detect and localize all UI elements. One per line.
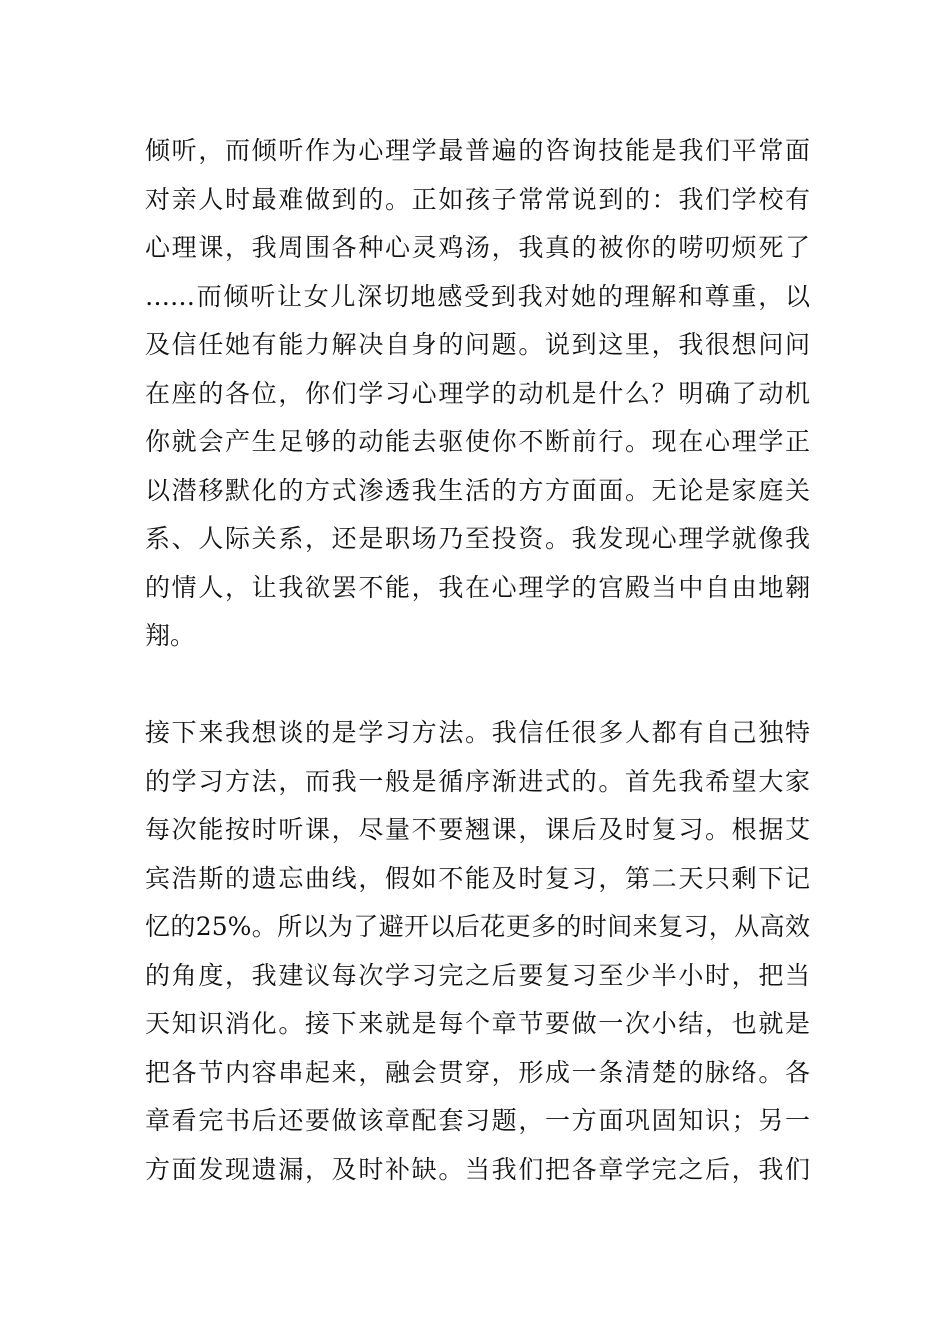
text-line: 的角度，我建议每次学习完之后要复习至少半小时，把当: [145, 960, 810, 990]
text-line: 你就会产生足够的动能去驱使你不断前行。现在心理学正: [145, 427, 810, 456]
text-line: 章看完书后还要做该章配套习题，一方面巩固知识；另一: [145, 1106, 810, 1135]
paragraph-listening: [145, 127, 810, 661]
text-line: 在座的各位，你们学习心理学的动机是什么？明确了动机: [145, 378, 810, 408]
text-line: ……而倾听让女儿深切地感受到我对她的理解和尊重，以: [145, 281, 810, 311]
text-line: 倾听，而倾听作为心理学最普遍的咨询技能是我们平常面: [145, 136, 810, 165]
text-line: 天知识消化。接下来就是每个章节要做一次小结，也就是: [145, 1009, 810, 1038]
text-line: 宾浩斯的遗忘曲线，假如不能及时复习，第二天只剩下记: [145, 863, 810, 893]
text-line: 翔。: [145, 621, 196, 650]
text-line: 系、人际关系，还是职场乃至投资。我发现心理学就像我: [145, 524, 810, 553]
text-line: 方面发现遗漏，及时补缺。当我们把各章学完之后，我们: [145, 1154, 810, 1184]
text-line: 的情人，让我欲罢不能，我在心理学的宫殿当中自由地翱: [145, 572, 810, 602]
text-line: 忆的25%。所以为了避开以后花更多的时间来复习，从高效: [145, 912, 810, 941]
text-line: 心理课，我周围各种心灵鸡汤，我真的被你的唠叨烦死了: [145, 233, 810, 262]
text-line: 以潜移默化的方式渗透我生活的方方面面。无论是家庭关: [145, 475, 810, 505]
text-line: 每次能按时听课，尽量不要翘课，课后及时复习。根据艾: [145, 815, 810, 844]
text-line: 把各节内容串起来，融会贯穿，形成一条清楚的脉络。各: [145, 1057, 810, 1087]
text-line: 对亲人时最难做到的。正如孩子常常说到的：我们学校有: [145, 184, 810, 214]
text-line: 接下来我想谈的是学习方法。我信任很多人都有自己独特: [145, 718, 810, 747]
paragraph-study-methods: [145, 709, 810, 1194]
text-line: 的学习方法，而我一般是循序渐进式的。首先我希望大家: [145, 766, 810, 796]
text-line: 及信任她有能力解决自身的问题。说到这里，我很想问问: [145, 330, 810, 359]
